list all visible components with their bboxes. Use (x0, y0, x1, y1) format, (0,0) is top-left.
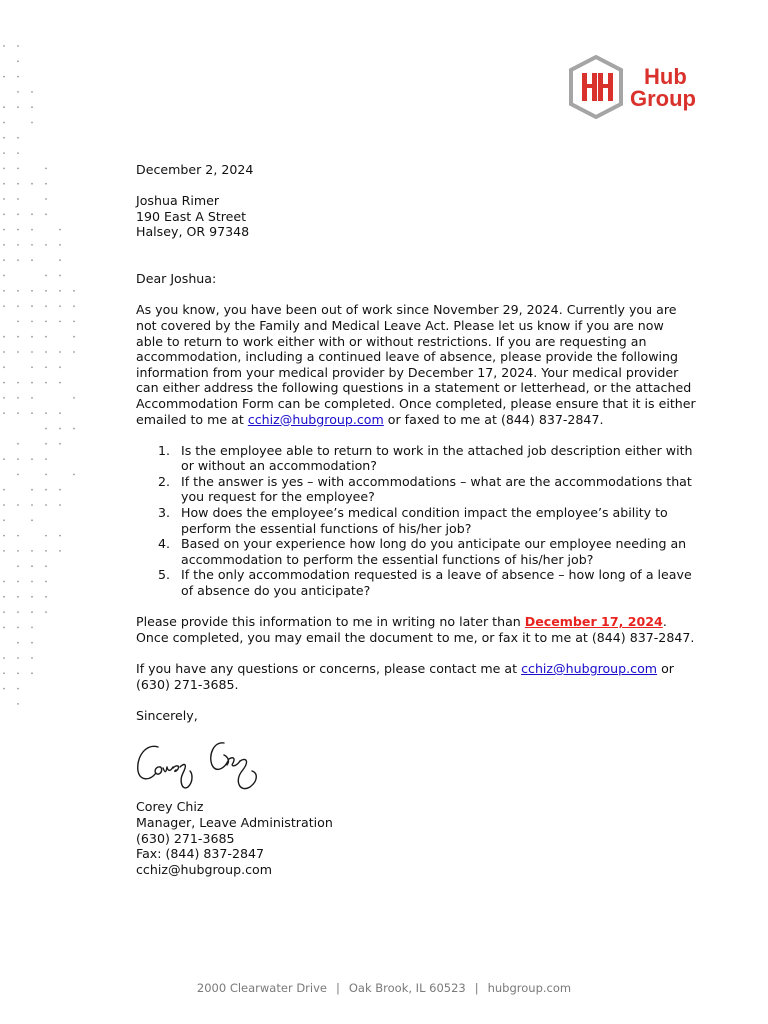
decorative-dot (59, 305, 61, 307)
decorative-dot (17, 336, 19, 338)
decorative-dot (17, 458, 19, 460)
decorative-dot (3, 290, 5, 292)
decorative-dot (3, 259, 5, 261)
list-item (136, 443, 708, 474)
list-item (136, 536, 708, 567)
deadline-text: Please provide this information to me in writing no later than (136, 614, 525, 630)
decorative-dot (45, 611, 47, 613)
decorative-dot (17, 152, 19, 154)
decorative-dot (59, 382, 61, 384)
decorative-dot (59, 443, 61, 445)
decorative-dot (3, 336, 5, 338)
decorative-dot (59, 489, 61, 491)
decorative-dot (73, 321, 75, 323)
decorative-dot (3, 351, 5, 353)
decorative-dot (59, 550, 61, 552)
decorative-dot (17, 642, 19, 644)
decorative-dot (45, 428, 47, 430)
decorative-dot (3, 397, 5, 399)
contact-paragraph (136, 661, 708, 692)
decorative-dot (17, 321, 19, 323)
decorative-dot (17, 565, 19, 567)
intro-line: information from your medical provider by December 17, 2024. Your medical provider (136, 364, 679, 380)
decorative-dot (3, 581, 5, 583)
decorative-dot (31, 504, 33, 506)
list-number: 4. (158, 536, 171, 552)
decorative-dot (31, 321, 33, 323)
decorative-dot (17, 474, 19, 476)
decorative-dot (17, 581, 19, 583)
footer-separator: | (474, 981, 479, 995)
decorative-dot (17, 183, 19, 185)
decorative-dot (59, 290, 61, 292)
decorative-dot (3, 458, 5, 460)
decorative-dot (3, 688, 5, 690)
decorative-dot (73, 474, 75, 476)
decorative-dot (45, 412, 47, 414)
decorative-dot (31, 642, 33, 644)
decorative-dot (31, 627, 33, 629)
decorative-dot (3, 550, 5, 552)
footer-address: 2000 Clearwater Drive (196, 981, 327, 995)
decorative-dot (17, 412, 19, 414)
decorative-dot (17, 91, 19, 93)
list-text: If the only accommodation requested is a leave of absence – how long of a leave (181, 567, 692, 583)
logo-word-group: Group (630, 86, 696, 111)
decorative-dot (17, 351, 19, 353)
decorative-dot (73, 428, 75, 430)
sender-block (136, 799, 708, 877)
decorative-dot (73, 336, 75, 338)
decorative-dot (45, 168, 47, 170)
decorative-dot-pattern (0, 40, 110, 720)
decorative-dot (31, 565, 33, 567)
decorative-dot (45, 382, 47, 384)
sender-fax: Fax: (844) 837-2847 (136, 846, 265, 862)
logo-hh-mark-icon (582, 73, 613, 101)
decorative-dot (3, 412, 5, 414)
decorative-dot (73, 397, 75, 399)
list-text: Based on your experience how long do you anticipate our employee needing an (181, 536, 687, 552)
decorative-dot (31, 672, 33, 674)
footer-city: Oak Brook, IL 60523 (348, 981, 466, 995)
decorative-dot (17, 305, 19, 307)
footer-separator: | (335, 981, 340, 995)
contact-line: (630) 271-3685. (136, 676, 239, 692)
decorative-dot (3, 183, 5, 185)
decorative-dot (45, 366, 47, 368)
decorative-dot (59, 229, 61, 231)
decorative-dot (59, 321, 61, 323)
decorative-dot (17, 198, 19, 200)
list-text: How does the employee’s medical condition impact the employee’s ability to (181, 505, 668, 521)
decorative-dot (17, 504, 19, 506)
decorative-dot (3, 198, 5, 200)
list-number: 3. (158, 505, 171, 521)
decorative-dot (3, 76, 5, 78)
decorative-dot (45, 305, 47, 307)
decorative-dot (3, 137, 5, 139)
decorative-dot (3, 535, 5, 537)
decorative-dot (3, 519, 5, 521)
decorative-dot (73, 290, 75, 292)
email-link[interactable]: cchiz@hubgroup.com (521, 661, 658, 676)
list-item (136, 567, 708, 598)
intro-line: accommodation, including a continued leave of absence, please provide the following (136, 349, 679, 365)
intro-line: able to return to work either with or without restrictions. If you are requesting an (136, 333, 647, 349)
decorative-dot (31, 122, 33, 124)
decorative-dot (3, 152, 5, 154)
decorative-dot (17, 627, 19, 629)
decorative-dot (3, 305, 5, 307)
decorative-dot (45, 535, 47, 537)
decorative-dot (31, 336, 33, 338)
decorative-dot (31, 259, 33, 261)
decorative-dot (17, 76, 19, 78)
list-text: or without an accommodation? (181, 458, 377, 474)
decorative-dot (45, 275, 47, 277)
decorative-dot (73, 305, 75, 307)
hub-group-logo (568, 55, 703, 119)
deadline-date: December 17, 2024 (524, 614, 663, 630)
decorative-dot (3, 229, 5, 231)
intro-text: emailed to me at (136, 411, 248, 427)
deadline-line: Once completed, you may email the document to me, or fax it to me at (844) 837-2847. (136, 629, 695, 645)
decorative-dot (31, 366, 33, 368)
decorative-dot (17, 259, 19, 261)
intro-line: can either address the following questions in a statement or letterhead, or the attached (136, 380, 692, 396)
sender-name: Corey Chiz (136, 799, 204, 815)
list-text: accommodation to perform the essential functions of his/her job? (181, 551, 594, 567)
decorative-dot (31, 91, 33, 93)
recipient-street: 190 East A Street (136, 208, 247, 224)
decorative-dot (31, 519, 33, 521)
decorative-dot (31, 229, 33, 231)
decorative-dot (45, 336, 47, 338)
decorative-dot (31, 351, 33, 353)
decorative-dot (59, 259, 61, 261)
list-number: 2. (158, 473, 171, 489)
decorative-dot (45, 581, 47, 583)
decorative-dot (31, 244, 33, 246)
decorative-dot (45, 198, 47, 200)
decorative-dot (17, 443, 19, 445)
decorative-dot (17, 137, 19, 139)
decorative-dot (59, 535, 61, 537)
list-number: 1. (158, 442, 171, 458)
contact-line (136, 661, 708, 677)
recipient-city: Halsey, OR 97348 (136, 224, 250, 240)
list-item (136, 505, 708, 536)
decorative-dot (59, 504, 61, 506)
contact-text: If you have any questions or concerns, please contact me at (136, 661, 522, 676)
decorative-dot (45, 550, 47, 552)
decorative-dot (17, 244, 19, 246)
decorative-dot (73, 351, 75, 353)
decorative-dot (45, 596, 47, 598)
decorative-dot (17, 290, 19, 292)
sender-email: cchiz@hubgroup.com (136, 861, 272, 877)
recipient-address (136, 193, 708, 240)
decorative-dot (31, 657, 33, 659)
decorative-dot (17, 382, 19, 384)
decorative-dot (45, 458, 47, 460)
decorative-dot (3, 657, 5, 659)
sender-phone: (630) 271-3685 (136, 830, 235, 846)
handwritten-signature (132, 737, 272, 795)
decorative-dot (45, 565, 47, 567)
decorative-dot (3, 45, 5, 47)
decorative-dot (31, 382, 33, 384)
intro-line: not covered by the Family and Medical Leave Act. Please let us know if you are now (136, 317, 664, 333)
decorative-dot (17, 45, 19, 47)
footer (0, 981, 768, 995)
list-text: you request for the employee? (181, 489, 375, 505)
decorative-dot (45, 443, 47, 445)
decorative-dot (17, 688, 19, 690)
deadline-line (136, 614, 708, 630)
intro-line: As you know, you have been out of work since November 29, 2024. Currently you are (136, 302, 677, 318)
recipient-name: Joshua Rimer (136, 193, 220, 209)
decorative-dot (17, 60, 19, 62)
decorative-dot (59, 366, 61, 368)
decorative-dot (3, 504, 5, 506)
decorative-dot (17, 229, 19, 231)
intro-paragraph (136, 302, 708, 427)
list-number: 5. (158, 567, 171, 583)
deadline-paragraph (136, 614, 708, 645)
intro-line: Accommodation Form can be completed. Once completed, please ensure that it is either (136, 395, 696, 411)
decorative-dot (3, 244, 5, 246)
salutation: Dear Joshua: (136, 271, 217, 287)
decorative-dot (31, 213, 33, 215)
decorative-dot (31, 596, 33, 598)
decorative-dot (31, 458, 33, 460)
decorative-dot (31, 397, 33, 399)
list-text: Is the employee able to return to work in the attached job description either with (181, 442, 693, 458)
decorative-dot (17, 213, 19, 215)
decorative-dot (59, 275, 61, 277)
questions-list (136, 443, 708, 599)
decorative-dot (45, 321, 47, 323)
decorative-dot (17, 611, 19, 613)
decorative-dot (3, 366, 5, 368)
decorative-dot (3, 489, 5, 491)
decorative-dot (31, 412, 33, 414)
decorative-dot (31, 183, 33, 185)
decorative-dot (31, 489, 33, 491)
decorative-dot (59, 244, 61, 246)
decorative-dot (31, 106, 33, 108)
decorative-dot (59, 351, 61, 353)
decorative-dot (17, 535, 19, 537)
list-text: perform the essential functions of his/her job? (181, 520, 472, 536)
letter-body (136, 162, 708, 877)
decorative-dot (31, 611, 33, 613)
decorative-dot (3, 275, 5, 277)
decorative-dot (45, 351, 47, 353)
decorative-dot (45, 244, 47, 246)
decorative-dot (17, 550, 19, 552)
deadline-text: . (662, 614, 667, 630)
decorative-dot (3, 627, 5, 629)
list-text: of absence do you anticipate? (181, 583, 371, 599)
decorative-dot (3, 122, 5, 124)
decorative-dot (17, 672, 19, 674)
decorative-dot (17, 106, 19, 108)
decorative-dot (31, 305, 33, 307)
decorative-dot (45, 489, 47, 491)
decorative-dot (31, 290, 33, 292)
email-link[interactable]: cchiz@hubgroup.com (247, 411, 384, 427)
logo-word-hub: Hub (644, 64, 687, 89)
intro-text: or faxed to me at (844) 837-2847. (383, 411, 604, 427)
intro-line (136, 412, 708, 428)
decorative-dot (31, 581, 33, 583)
decorative-dot (3, 382, 5, 384)
decorative-dot (17, 397, 19, 399)
decorative-dot (3, 672, 5, 674)
decorative-dot (17, 168, 19, 170)
decorative-dot (17, 657, 19, 659)
decorative-dot (45, 504, 47, 506)
decorative-dot (45, 213, 47, 215)
decorative-dot (45, 183, 47, 185)
decorative-dot (59, 428, 61, 430)
decorative-dot (3, 611, 5, 613)
contact-text: or (657, 661, 674, 676)
decorative-dot (31, 550, 33, 552)
decorative-dot (59, 412, 61, 414)
letter-date: December 2, 2024 (136, 162, 254, 177)
decorative-dot (3, 106, 5, 108)
decorative-dot (3, 168, 5, 170)
list-item (136, 474, 708, 505)
decorative-dot (45, 290, 47, 292)
closing: Sincerely, (136, 707, 198, 723)
footer-website-link[interactable]: hubgroup.com (487, 981, 572, 995)
decorative-dot (17, 596, 19, 598)
sender-title: Manager, Leave Administration (136, 814, 333, 830)
decorative-dot (3, 596, 5, 598)
decorative-dot (3, 213, 5, 215)
decorative-dot (45, 474, 47, 476)
decorative-dot (17, 703, 19, 705)
list-text: If the answer is yes – with accommodations – what are the accommodations that (181, 473, 692, 489)
